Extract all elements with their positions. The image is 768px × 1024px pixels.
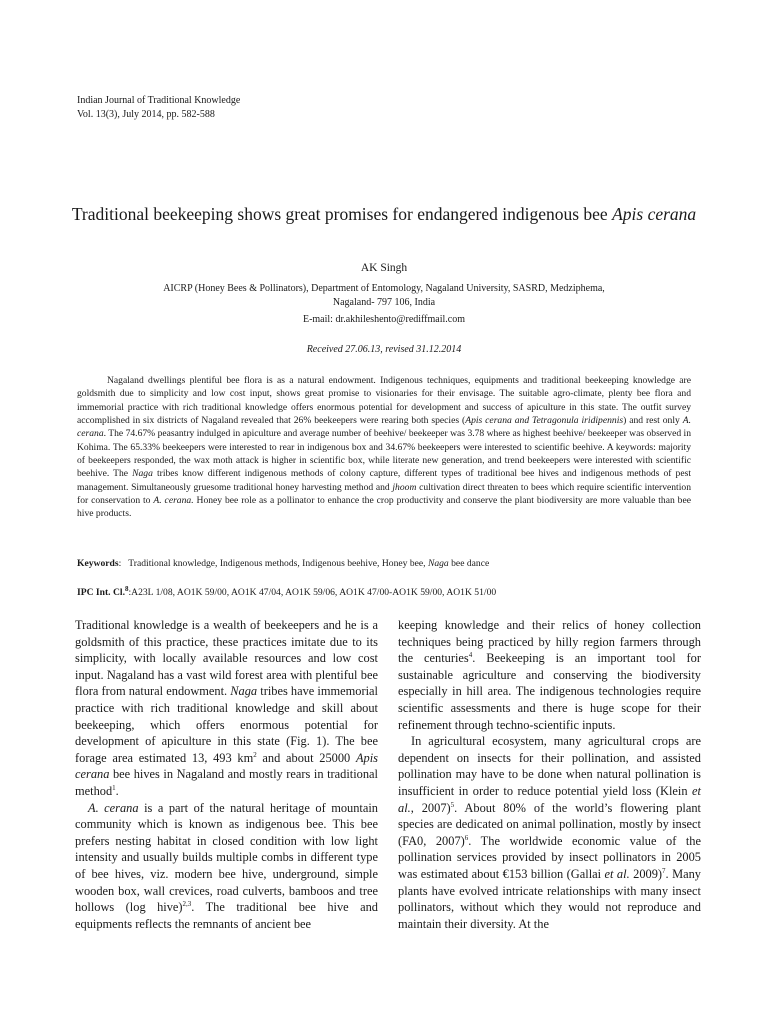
author-affiliation	[120, 282, 648, 310]
keywords-italic: Naga	[427, 558, 449, 569]
abstract-text: tribes know different indigenous methods of colony capture, different types of traditional bee hives and indigenous methods of pest management. Simultaneously gruesome traditional honey harvesting method and	[77, 468, 691, 493]
author-name: AK Singh	[360, 262, 408, 274]
author-email: E-mail: dr.akhileshento@rediffmail.com	[302, 314, 466, 325]
abstract-italic: A. cerana	[77, 415, 691, 440]
keywords-text: bee dance	[448, 558, 490, 569]
keywords: Keywords: Traditional knowledge, Indigenous methods, Indigenous beehive, Honey bee, Naga bee dance	[77, 558, 490, 569]
abstract-text: Honey bee role as a pollinator to enhance the crop productivity and conserve the plant biodiversity are more valuable than bee hive products.	[77, 495, 691, 520]
paragraph: keeping knowledge and their relics of honey collection techniques being practiced by hilly region farmers through the centuries$^4$. Beekeeping is an important tool for sustainable agriculture and conserving the biodiversity especially in hill area. The indigenous technologies require scientific assessments and there is huge scope for their refinement through techno-scientific inputs.	[398, 618, 701, 732]
article-title	[60, 203, 708, 225]
ipc-label: IPC Int. Cl.$^8$	[77, 584, 129, 598]
affiliation-line: AICRP (Honey Bees & Pollinators), Department of Entomology, Nagaland University, SASRD, Medziphema,	[163, 283, 605, 294]
abstract	[77, 374, 691, 521]
keywords-label: Keywords	[77, 558, 119, 569]
paragraph: Traditional knowledge is a wealth of beekeepers and he is a goldsmith of this practice, these practices imitate due to its simplicity, with locally available resources and low cost input. Nagaland has a vast wild forest area with plentiful bee flora from natural endowment. Naga tribes have immemorial practice with rich traditional knowledge and skill about beekeeping, which offers enormous potential for development of apiculture in this state (Fig. 1). The bee forage area estimated 13, 493 $km^2$ and about 25000 Apis cerana bee hives in Nagaland and mostly rears in traditional method$^1$.	[75, 618, 378, 798]
journal-name: Indian Journal of Traditional Knowledge	[77, 95, 241, 106]
journal-volume: Vol. 13(3), July 2014, pp. 582-588	[77, 109, 215, 120]
received-date: Received 27.06.13, revised 31.12.2014	[306, 344, 462, 355]
title-species: Apis cerana	[612, 204, 697, 224]
ipc-superscript: 8	[124, 584, 129, 593]
abstract-italic: Apis cerana and Tetragonula iridipennis	[465, 415, 624, 427]
affiliation-line: Nagaland- 797 106, India	[332, 297, 436, 308]
ipc-classification	[77, 584, 691, 598]
body-column-right	[398, 617, 701, 932]
body-column-left	[75, 617, 378, 932]
title-text: Traditional beekeeping shows great promises for endangered indigenous bee	[71, 204, 613, 224]
paragraph: A. cerana is a part of the natural heritage of mountain community which is known as indigenous bee. This bee prefers nesting habitat in closed condition with low light intensity and usually builds multiple combs in different type of bee hives, viz. modern bee hive, underground, simple wooden box, wall crevices, road culverts, bamboos and tree hollows (log hive)$^{2,3}$. The traditional bee hive and equipments reflects the remnants of ancient bee	[75, 800, 378, 931]
journal-header	[77, 94, 240, 122]
paragraph: In agricultural ecosystem, many agricultural crops are dependent on insects for their pollination, and assisted pollination may have to be done when natural pollination is insufficient in order to reduce potential yield loss (Klein et al., 2007)$^5$. About 80% of the world’s flowering plant species are dedicated on animal pollination, mostly by insect (FA0, 2007)$^6$. The worldwide economic value of the pollination services provided by insect pollinators in 2005 was estimated about €153 billion (Gallai et al. 2009)$^7$. Many plants have evolved intricate relationships with many insect pollinators, without which they would not reproduce and maintain their diversity. At the	[398, 734, 701, 931]
abstract-text: . The 74.67% peasantry indulged in apiculture and average number of beehive/ beekeeper was 3.78 where as highest beehive/ beekeeper was observed in Kohima. The 65.33% beekeepers were interested to rear in indigenous box and 34.67% beekeepers were interested to scientific beehive. A keywords: majority of beekeepers responded, the wax moth attack is higher in scientific box, while literate new generation, and trend beekeepers were interested with scientific beehive. The	[77, 428, 691, 480]
abstract-italic: A. cerana.	[153, 495, 194, 507]
abstract-text: cultivation direct threaten to bees which require scientific intervention for conservation to	[77, 481, 691, 507]
abstract-text: ) and rest only	[623, 415, 683, 427]
abstract-italic: jhoom	[392, 481, 417, 493]
abstract-italic: Naga	[132, 468, 153, 480]
abstract-text: Nagaland dwellings plentiful bee flora is as a natural endowment. Indigenous techniques, equipments and traditional beekeeping knowledge are goldsmith due to simplicity and low cost input, shows great promise to visionaries for their envisage. The suitable agro-climate, plenty bee flora and immemorial practice with rich traditional knowledge offers enormous potential for development and success of apiculture in this state. The outfit survey accomplished in six districts of Nagaland revealed that 26% beekeepers were rearing both species (	[77, 375, 691, 427]
ipc-codes: :A23L 1/08, AO1K 59/00, AO1K 47/04, AO1K 59/06, AO1K 47/00-AO1K 59/00, AO1K 51/00	[128, 587, 497, 598]
keywords-text: Traditional knowledge, Indigenous methods, Indigenous beehive, Honey bee,	[128, 558, 428, 569]
